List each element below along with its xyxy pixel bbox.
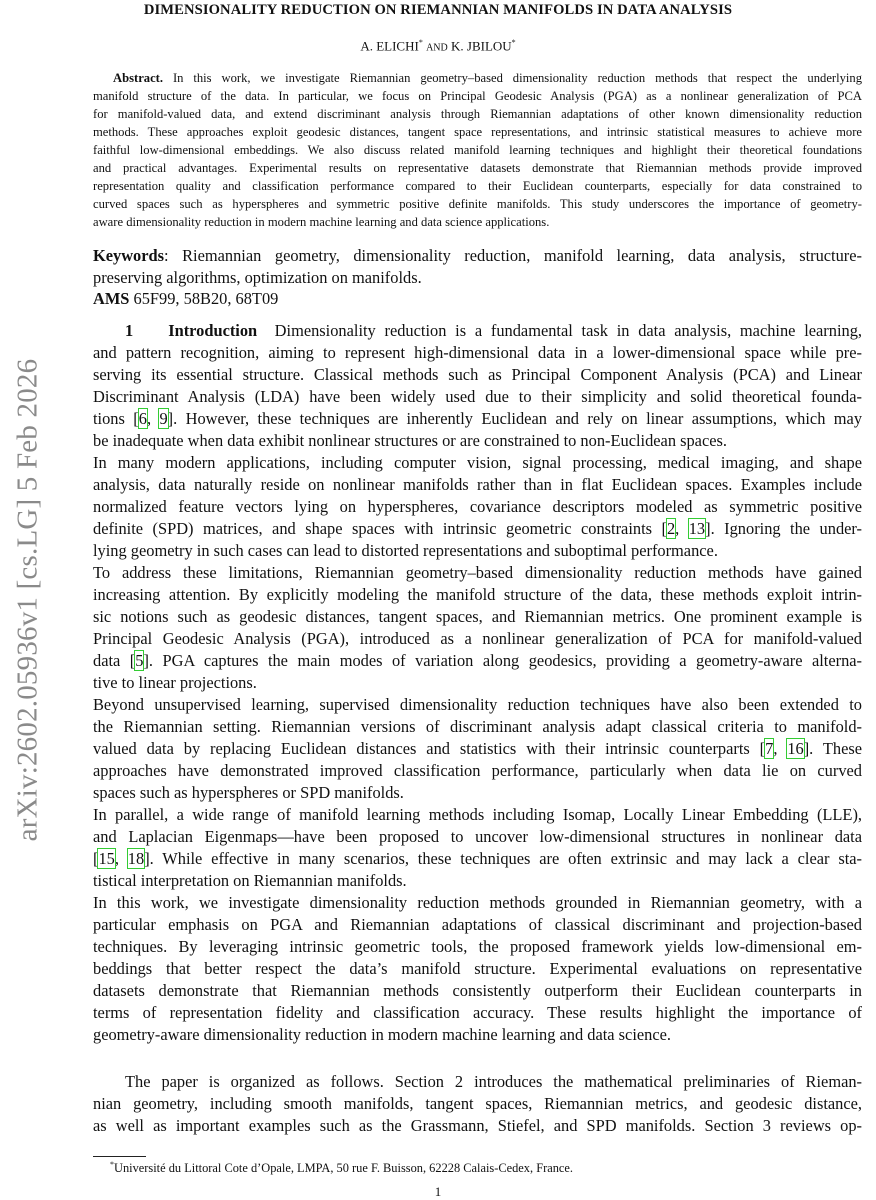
citation-link[interactable]: 18: [127, 849, 145, 868]
text-line: tions [6, 9]. However, these techniques are inherently Euclidean and rely on linear assumptions, which may: [93, 409, 863, 428]
text-line: definite (SPD) matrices, and shape spaces with intrinsic geometric constraints [2, 13]. Ignoring the under-: [93, 519, 862, 538]
paragraph: [93, 452, 862, 562]
text-line: terms of representation fidelity and classification accuracy. These results highlight the importance of: [93, 1003, 862, 1022]
author-1: A. ELICHI: [360, 38, 419, 54]
text-line: sic notions such as geodesic distances, tangent spaces, and Riemannian metrics. One prominent example is: [93, 607, 862, 626]
paragraph: [93, 320, 862, 452]
text-line: manifold structure of the data. In particular, we focus on Principal Geodesic Analysis (PGA) as a nonlinear generalization of PCA: [93, 89, 862, 103]
introduction-section: [93, 320, 862, 1046]
paragraph: [93, 562, 862, 694]
lead-heading: Keywords: [93, 246, 165, 265]
text-line: Keywords: Riemannian geometry, dimensionality reduction, manifold learning, data analysis, structure-: [93, 246, 862, 265]
affiliation-mark: *: [418, 38, 423, 47]
text-line: analysis, data naturally reside on nonlinear manifolds rather than in flat Euclidean spaces. Examples include: [93, 475, 862, 494]
text-line: Beyond unsupervised learning, supervised dimensionality reduction techniques have also been extended to: [93, 695, 862, 714]
citation-link[interactable]: 2: [666, 519, 676, 538]
text-line: In many modern applications, including computer vision, signal processing, medical imaging, and shape: [93, 453, 862, 472]
text-line: the Riemannian setting. Riemannian versions of discriminant analysis adapt classical criteria to manifold-: [93, 717, 862, 736]
text-line: In this work, we investigate dimensionality reduction methods grounded in Riemannian geometry, with a: [93, 893, 862, 912]
citation-link[interactable]: 16: [787, 739, 804, 758]
text-line: lying geometry in such cases can lead to distorted representations and suboptimal performance.: [93, 541, 718, 560]
text-line: 1 Introduction Dimensionality reduction is a fundamental task in data analysis, machine learning,: [125, 321, 862, 340]
citation-link[interactable]: 7: [765, 739, 774, 758]
keywords: [93, 245, 862, 289]
author-2: K. JBILOU: [451, 38, 512, 54]
text-line: beddings that better respect the data’s manifold structure. Experimental evaluations on representative: [93, 959, 862, 978]
text-line: spaces such as hyperspheres or SPD manifolds.: [93, 783, 404, 802]
text-line: tive to linear projections.: [93, 673, 257, 692]
text-line: Principal Geodesic Analysis (PGA), introduced as a nonlinear generalization of PCA for manifold-valued: [93, 629, 862, 648]
text-line: be inadequate when data exhibit nonlinear structures or are constrained to non-Euclidean spaces.: [93, 431, 727, 450]
text-line: as well as important examples such as the Grassmann, Stiefel, and SPD manifolds. Section 3 reviews op-: [93, 1116, 862, 1135]
citation-link[interactable]: 15: [98, 849, 115, 868]
text-line: serving its essential structure. Classical methods such as Principal Component Analysis (PCA) and Linear: [93, 365, 862, 384]
text-line: for manifold-valued data, and extend discriminant analysis through Riemannian adaptations of other known dimensionality reduction: [93, 107, 862, 121]
citation-link[interactable]: 9: [159, 409, 168, 428]
text-line: representation quality and classification performance compared to their Euclidean counterparts, especially for data constrained to: [93, 179, 862, 193]
text-line: techniques. By leveraging intrinsic geometric tools, the proposed framework yields low-dimensional em-: [93, 937, 862, 956]
text-line: tistical interpretation on Riemannian manifolds.: [93, 871, 407, 890]
paragraph: [93, 1071, 862, 1137]
ams-classification: [93, 288, 862, 310]
text-line: Abstract. In this work, we investigate Riemannian geometry–based dimensionality reduction methods that respect the underlying: [113, 71, 862, 85]
text-line: In parallel, a wide range of manifold learning methods including Isomap, Locally Linear Embedding (LLE),: [93, 805, 862, 824]
text-line: and Laplacian Eigenmaps—have been proposed to uncover low-dimensional structures in nonlinear data: [93, 827, 862, 846]
text-line: faithful low-dimensional embeddings. We also discuss related manifold learning techniques and highlight their theoretical foundations: [93, 143, 862, 157]
text-line: The paper is organized as follows. Section 2 introduces the mathematical preliminaries of Rieman-: [125, 1072, 862, 1091]
paragraph: [93, 892, 862, 1046]
text-line: curved spaces such as hyperspheres and symmetric positive definite manifolds. This study underscores the importance of geometry-: [93, 197, 862, 211]
text-line: datasets demonstrate that Riemannian methods consistently outperform their Euclidean counterparts in: [93, 981, 862, 1000]
citation-link[interactable]: 5: [135, 651, 144, 670]
affiliation-mark: *: [511, 38, 516, 47]
lead-heading: 1 Introduction: [125, 321, 258, 340]
paper-organization-paragraph: [93, 1071, 862, 1137]
text-line: valued data by replacing Euclidean distances and statistics with their intrinsic counterparts [7, 16]. These: [93, 739, 863, 758]
text-line: approaches have demonstrated improved classification performance, particularly when data lie on curved: [93, 761, 862, 780]
paragraph: [93, 804, 862, 892]
footnote: [110, 1160, 573, 1176]
text-line: To address these limitations, Riemannian geometry–based dimensionality reduction methods have gained: [93, 563, 862, 582]
citation-link[interactable]: 13: [688, 519, 706, 538]
paragraph: [93, 694, 862, 804]
ams-label: AMS: [93, 289, 130, 308]
paragraph: [93, 69, 862, 231]
text-line: particular emphasis on PGA and Riemannian adaptations of classical discriminant and projection-based: [93, 915, 862, 934]
citation-link[interactable]: 6: [138, 409, 147, 428]
and-word: AND: [426, 42, 448, 54]
paragraph: [93, 245, 862, 289]
text-line: aware dimensionality reduction in modern machine learning and data science applications.: [93, 215, 550, 229]
footnote-rule: [93, 1156, 146, 1157]
ams-codes: 65F99, 58B20, 68T09: [129, 289, 279, 308]
page-number: 1: [434, 1184, 442, 1199]
authors: [0, 38, 876, 54]
text-line: increasing attention. By explicitly modeling the manifold structure of the data, these methods exploit intrin-: [93, 585, 862, 604]
text-line: nian geometry, including smooth manifolds, tangent spaces, Riemannian metrics, and geodesic distance,: [93, 1094, 862, 1113]
footnote-mark: *: [110, 1160, 114, 1169]
text-line: preserving algorithms, optimization on manifolds.: [93, 268, 422, 287]
lead-heading: Abstract.: [113, 71, 164, 85]
text-line: data [5]. PGA captures the main modes of variation along geodesics, providing a geometry-aware alterna-: [93, 651, 862, 670]
text-line: [15, 18]. While effective in many scenarios, these techniques are often extrinsic and may lack a clear sta-: [93, 849, 862, 868]
arxiv-stamp: arXiv:2602.05936v1 [cs.LG] 5 Feb 2026: [11, 358, 44, 842]
footnote-text: Université du Littoral Cote d’Opale, LMPA, 50 rue F. Buisson, 62228 Calais-Cedex, France.: [114, 1161, 574, 1176]
text-line: methods. These approaches exploit geodesic distances, tangent space representations, and intrinsic statistical measures to achieve more: [93, 125, 862, 139]
paper-title: DIMENSIONALITY REDUCTION ON RIEMANNIAN MANIFOLDS IN DATA ANALYSIS: [143, 2, 733, 18]
text-line: geometry-aware dimensionality reduction in modern machine learning and data science.: [93, 1025, 672, 1044]
text-line: normalized feature vectors lying on hyperspheres, covariance descriptors modeled as symmetric positive: [93, 497, 862, 516]
abstract: [93, 69, 862, 231]
text-line: Discriminant Analysis (LDA) have been widely used due to their simplicity and solid theoretical founda-: [93, 387, 862, 406]
text-line: and practical advantages. Experimental results on representative datasets demonstrate that Riemannian methods provide improved: [93, 161, 862, 175]
text-line: and pattern recognition, aiming to represent high-dimensional data in a lower-dimensional space while pre-: [93, 343, 862, 362]
